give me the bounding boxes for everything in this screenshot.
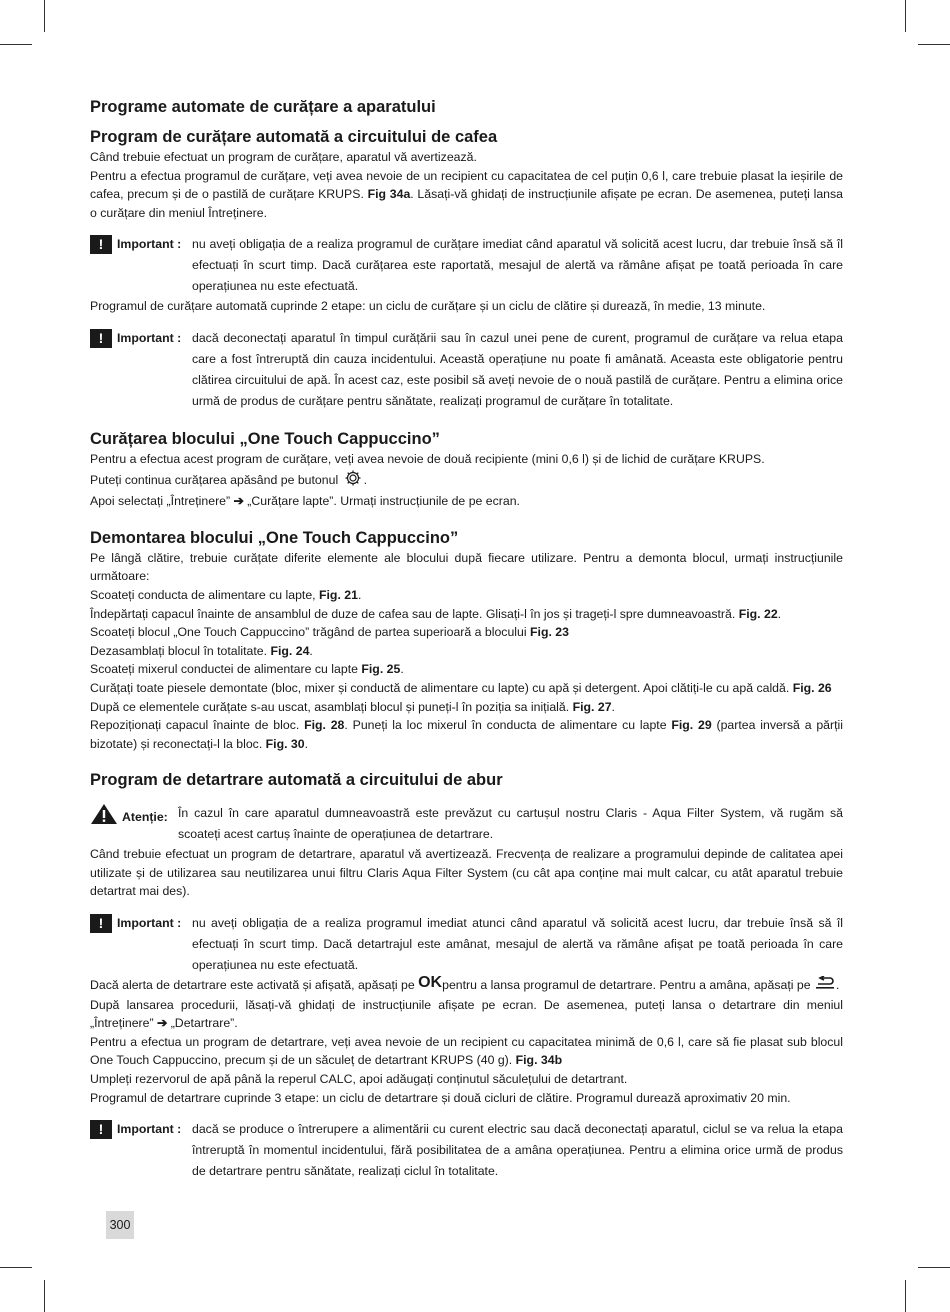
section-title: Programe automate de curățare a aparatului	[90, 98, 436, 116]
paragraph: Pentru a efectua un program de detartrare, veți avea nevoie de un recipient cu capacitatea minimă de 0,6 l, care să fie plasat sub blocul One Touch Cappuccino, precum și de un săculeț de detartrant KRUPS (40 g). Fig. 34b	[90, 1034, 843, 1068]
step: Curățați toate piesele demontate (bloc, mixer și conductă de alimentare cu lapte) cu apă și detergent. Apoi clătiți-le cu apă caldă. Fig. 26	[90, 680, 832, 695]
crop-mark	[44, 1280, 45, 1312]
step: Scoateți blocul „One Touch Cappuccino” trăgând de partea superioară a blocului Fig. 23	[90, 625, 569, 640]
paragraph: Când trebuie efectuat un program de curățare, aparatul vă avertizează.	[90, 150, 477, 164]
exclamation-box-icon: !	[90, 235, 112, 254]
back-arrow-icon	[814, 976, 836, 996]
paragraph: Când trebuie efectuat un program de detartrare, aparatul vă avertizează. Frecvența de realizare a programului depinde de calitatea apei utilizate și de utilizarea sau neutilizarea unui filtru Claris Aqua Filter System (cu cât apa conține mai mult calcar, cu atât aparatul trebuie detartrat mai des).	[90, 847, 843, 899]
important-note: ! Important : dacă se produce o întrerupere a alimentării cu curent electric sau dacă deconectați aparatul, ciclul se va relua la etapa întreruptă în momentul incidentului, fără posibilitatea de a amâna operațiunea. Pentru a elimina orice urmă de produs de detartrare pentru sănătate, realizați ciclul în totalitate.	[90, 1119, 843, 1182]
paragraph: Programul de curățare automată cuprinde 2 etape: un ciclu de curățare și un ciclu de clătire și durează, în medie, 13 minute.	[90, 299, 766, 314]
step: Îndepărtați capacul înainte de ansamblul de duze de cafea sau de lapte. Glisați-l în jos și trageți-l spre dumneavoastră. Fig. 22.	[90, 606, 782, 621]
paragraph: Pentru a efectua acest program de curățare, veți avea nevoie de două recipiente (mini 0,6 l) și de lichid de curățare KRUPS.	[90, 451, 765, 466]
step: Dezasamblați blocul în totalitate. Fig. 24.	[90, 643, 313, 658]
important-note: ! Important : nu aveți obligația de a realiza programul de curățare imediat când aparatul vă solicită acest lucru, dar trebuie însă să îl efectuați în scurt timp. Dacă curățarea este raportată, mesajul de alertă va rămâne afișat pe toată perioada în care operațiunea nu este efectuată.	[90, 234, 843, 297]
gear-icon	[342, 469, 364, 493]
important-note: ! Important : dacă deconectați aparatul în timpul curățării sau în cazul unei pene de curent, programul de curățare va relua etapa care a fost întreruptă din cauza incidentului. Această operațiune nu poate fi amânată. Aceasta este obligatorie pentru clătirea circuitului de apă. În acest caz, este posibil să aveți nevoie de o nouă pastilă de curățare. Pentru a elimina orice urmă de produs de curățare pentru sănătate, realizați programul de curățare în totalitate.	[90, 328, 843, 412]
paragraph: Apoi selectați „Întreținere” ➔ „Curățare lapte”. Urmați instrucțiunile de pe ecran.	[90, 494, 520, 509]
step: Repoziționați capacul înainte de bloc. Fig. 28. Puneți la loc mixerul în conducta de alimentare cu lapte Fig. 29 (partea inversă a părții bizotate) și reconectați-l la bloc. Fig. 30.	[90, 718, 843, 751]
exclamation-box-icon: !	[90, 1120, 112, 1139]
ok-button-icon: OK	[418, 974, 443, 992]
section-title: Program de detartrare automată a circuitului de abur	[90, 771, 503, 790]
crop-mark	[44, 0, 45, 32]
crop-mark	[918, 44, 950, 45]
step: Scoateți conducta de alimentare cu lapte, Fig. 21.	[90, 587, 362, 602]
paragraph: Umpleți rezervorul de apă până la reperul CALC, apoi adăugați conținutul săculețului de detartrant.	[90, 1072, 628, 1087]
paragraph: Pentru a efectua programul de curățare, veți avea nevoie de un recipient cu capacitatea de cel puțin 0,6 l, care trebuie plasat la ieșirile de cafea, precum și de o pastilă de curățare KRUPS. Fig 34a. Lăsați-vă ghidați de instrucțiunile afișate pe ecran. De asemenea, puteți lansa o curățare din meniul Întreținere.	[90, 168, 844, 220]
paragraph: Programul de detartrare cuprinde 3 etape: un ciclu de detartrare și două cicluri de clătire. Programul durează aproximativ 20 min.	[90, 1090, 791, 1105]
arrow-right-icon: ➔	[233, 494, 244, 509]
crop-mark	[905, 0, 906, 32]
paragraph: Pe lângă clătire, trebuie curățate diferite elemente ale blocului după fiecare utilizare. Pentru a demonta blocul, urmați instrucțiunile următoare:	[90, 550, 843, 584]
paragraph: După lansarea procedurii, lăsați-vă ghidați de instrucțiunile afișate pe ecran. De asemenea, puteți lansa o detartrare din meniul „Întreținere” ➔ „Detartrare”.	[90, 997, 843, 1031]
arrow-right-icon: ➔	[156, 1016, 168, 1031]
exclamation-box-icon: !	[90, 914, 112, 933]
crop-mark	[0, 1267, 32, 1268]
paragraph: Puteți continua curățarea apăsând pe butonul .	[90, 469, 843, 493]
crop-mark	[0, 44, 32, 45]
exclamation-box-icon: !	[90, 329, 112, 348]
section-title: Demontarea blocului „One Touch Cappuccino”	[90, 528, 459, 547]
crop-mark	[918, 1267, 950, 1268]
step: După ce elementele curățate s-au uscat, asamblați blocul și puneți-l în poziția sa inițială. Fig. 27.	[90, 699, 615, 714]
section-title: Curățarea blocului „One Touch Cappuccino”	[90, 429, 440, 448]
important-note: ! Important : nu aveți obligația de a realiza programul imediat atunci când aparatul vă solicită acest lucru, dar trebuie însă să îl efectuați în scurt timp. Dacă detartrajul este amânat, mesajul de alertă va rămâne afișat pe toată perioada în care operațiunea nu este efectuată.	[90, 913, 843, 976]
crop-mark	[905, 1280, 906, 1312]
warning-note: Atenție: În cazul în care aparatul dumneavoastră este prevăzut cu cartușul nostru Claris - Aqua Filter System, vă rugăm să scoateți acest cartuș înainte de operațiunea de detartrare.	[90, 803, 843, 845]
paragraph: Dacă alerta de detartrare este activată și afișată, apăsați pe OKpentru a lansa programul de detartrare. Pentru a amâna, apăsați pe .	[90, 976, 843, 996]
step: Scoateți mixerul conductei de alimentare cu lapte Fig. 25.	[90, 662, 404, 677]
page-number: 300	[106, 1211, 134, 1239]
section-subtitle: Program de curățare automată a circuitului de cafea	[90, 128, 498, 146]
page-content	[90, 96, 843, 1182]
warning-triangle-icon	[90, 803, 118, 832]
